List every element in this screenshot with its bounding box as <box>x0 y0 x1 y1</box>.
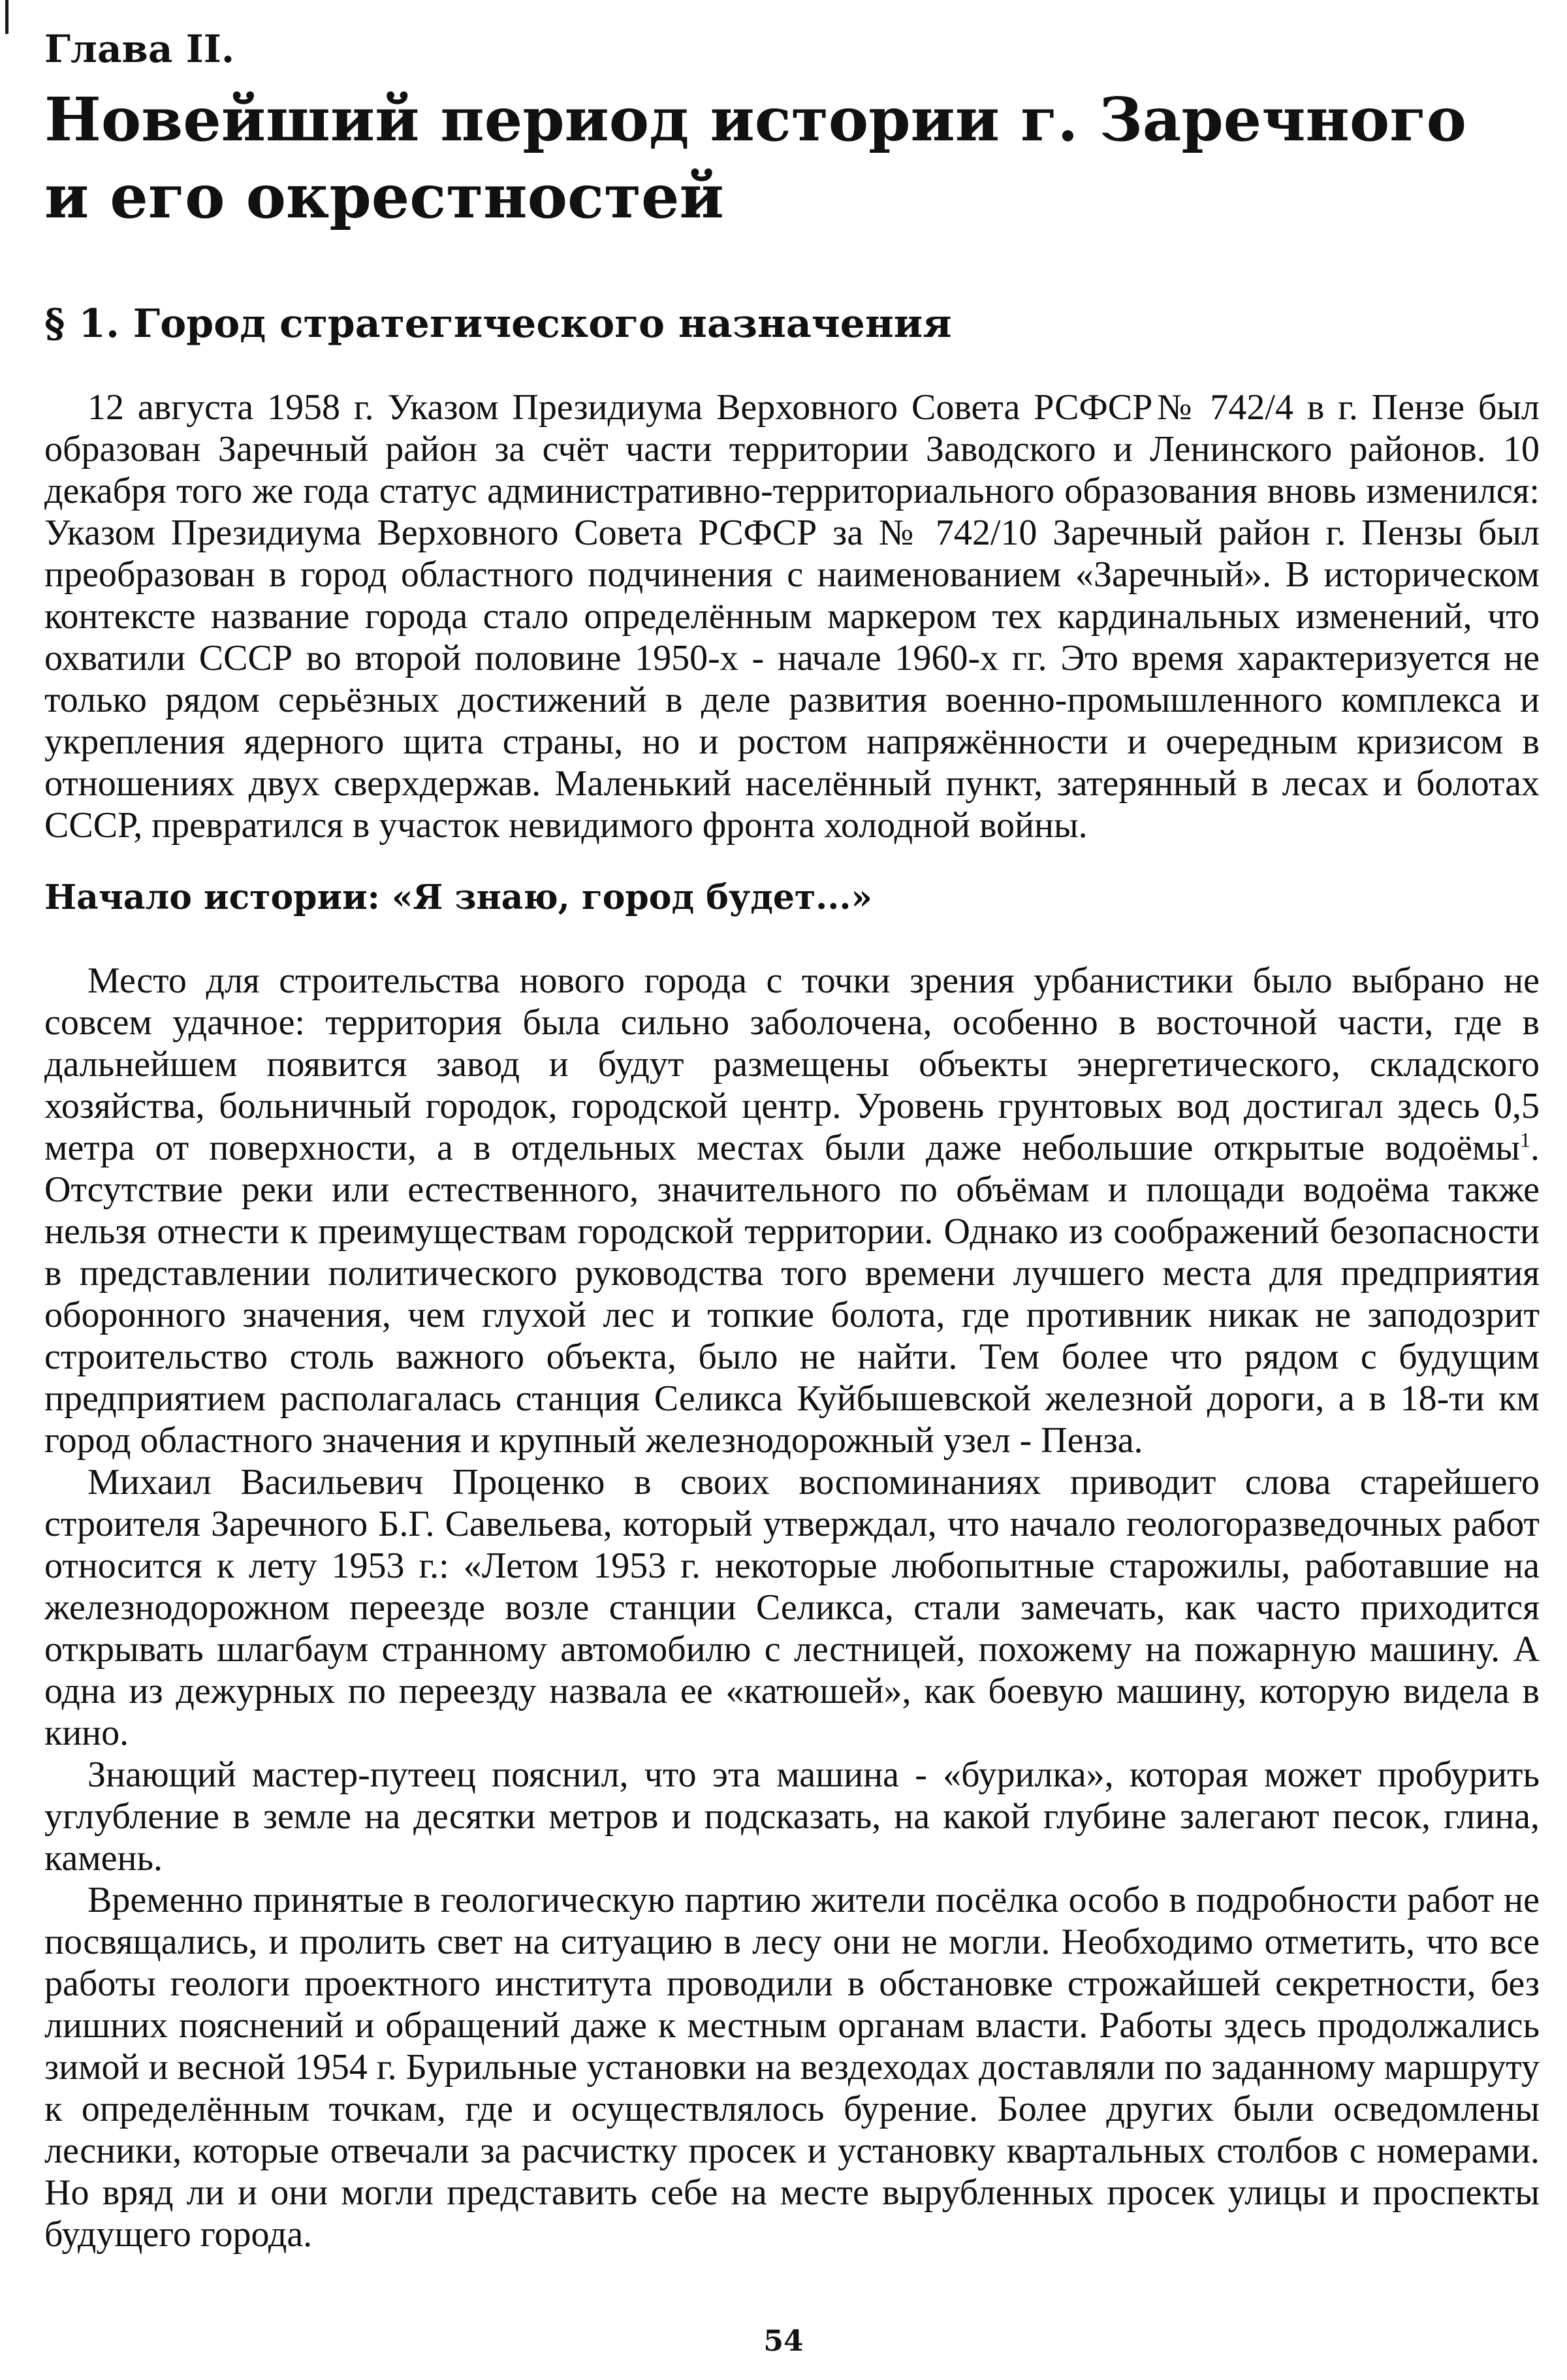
section-title: § 1. Город стратегического назначения <box>44 301 952 347</box>
chapter-title-line-1: Новейший период истории г. Заречного <box>44 84 1466 155</box>
subsection-paragraph-2: Михаил Васильевич Проценко в своих воспоминаниях приводит слова старейшего строителя Заречного Б.Г. Савельева, который утверждал, что начало геологоразведочных работ относится к лету 1953 г.: «Летом 1953 г. некоторые любопытные старожилы, работавшие на железнодорожном переезде возле станции Селикса, стали замечать, как часто приходится открывать шлагбаум странному автомобилю с лестницей, похожему на пожарную машину. А одна из дежурных по переезду назвала ее «катюшей», как боевую машину, которую видела в кино. <box>44 1462 1540 1753</box>
section-paragraph-1: 12 августа 1958 г. Указом Президиума Верховного Совета РСФСР№ 742/4 в г. Пензе был образован Заречный район за счёт части территории Заводского и Ленинского районов. 10 декабря того же года статус административно-территориального образования вновь изменился: Указом Президиума Верховного Совета РСФСР за № 742/10 Заречный район г. Пензы был преобразован в город областного подчинения с наименованием «Заречный». В историческом контексте название города стало определённым маркером тех кардинальных изменений, что охватили СССР во второй половине 1950-х - начале 1960-х гг. Это время характеризуется не только рядом серьёзных достижений в деле развития военно-промышленного комплекса и укрепления ядерного щита страны, но и ростом напряжённости и очередным кризисом в отношениях двух сверхдержав. Маленький населённый пункт, затерянный в лесах и болотах СССР, превратился в участок невидимого фронта холодной войны. <box>44 387 1540 846</box>
footnote-reference[interactable]: 1 <box>1520 1128 1530 1152</box>
paragraph-text-part-1: Место для строительства нового города с точки зрения урбанистики было выбрано не совсем удачное: территория была сильно заболочена, особенно в восточной части, где в дальнейшем появится завод и будут размещены объекты энергетического, складского хозяйства, больничный городок, городской центр. Уровень грунтовых вод достигал здесь 0,5 метра от поверхности, а в отдельных местах были даже небольшие открытые водоёмы <box>44 960 1540 1168</box>
chapter-title-line-2: и его окрестностей <box>44 161 724 232</box>
subsection-paragraph-3: Знающий мастер-путеец пояснил, что эта машина - «бурилка», которая может пробурить углубление в земле на десятки метров и подсказать, на какой глубине залегают песок, глина, камень. <box>44 1754 1540 1879</box>
page-number: 54 <box>763 2324 804 2358</box>
book-page <box>44 26 1540 2255</box>
subsection-title: Начало истории: «Я знаю, город будет...» <box>44 878 872 917</box>
scan-edge-mark <box>5 0 8 34</box>
subsection-paragraph-4: Временно принятые в геологическую партию жители посёлка особо в подробности работ не посвящались, и пролить свет на ситуацию в лесу они не могли. Необходимо отметить, что все работы геологи проектного института проводили в обстановке строжайшей секретности, без лишних пояснений и обращений даже к местным органам власти. Работы здесь продолжались зимой и весной 1954 г. Бурильные установки на вездеходах доставляли по заданному маршруту к определённым точкам, где и осуществлялось бурение. Более других были осведомлены лесники, которые отвечали за расчистку просек и установку квартальных столбов с номерами. Но вряд ли и они могли представить себе на месте вырубленных просек улицы и проспекты будущего города. <box>44 1880 1540 2255</box>
paragraph-text-part-2: . Отсутствие реки или естественного, значительного по объёмам и площади водоёма также нельзя отнести к преимуществам городской территории. Однако из соображений безопасности в представлении политического руководства того времени лучшего места для предприятия оборонного значения, чем глухой лес и топкие болота, где противник никак не заподозрит строительство столь важного объекта, было не найти. Тем более что рядом с будущим предприятием располагалась станция Селикса Куйбышевской железной дороги, а в 18-ти км город областного значения и крупный железнодорожный узел - Пенза. <box>44 1128 1540 1461</box>
subsection-paragraph-1 <box>44 960 1540 1461</box>
chapter-title <box>44 81 1540 235</box>
chapter-label: Глава II. <box>44 27 235 71</box>
